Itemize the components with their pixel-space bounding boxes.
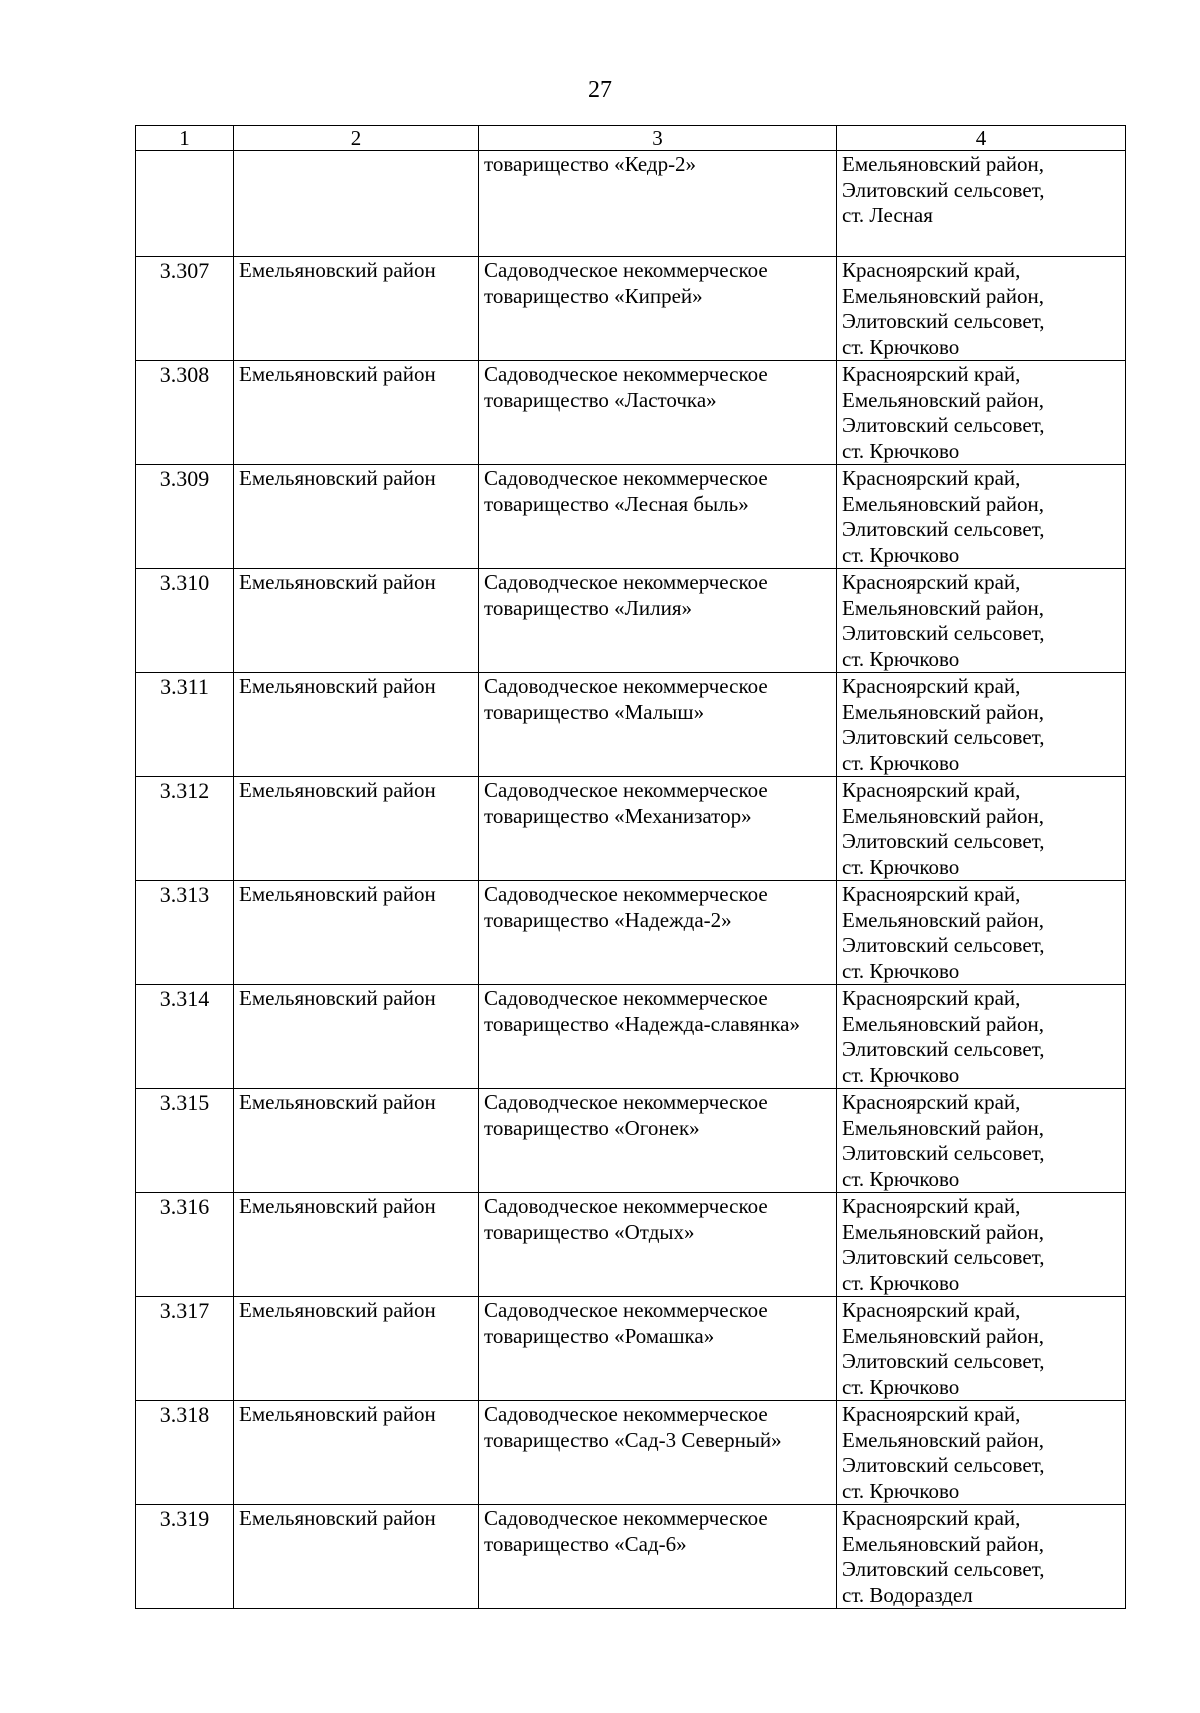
row-district: Емельяновский район <box>234 1193 479 1297</box>
registry-table <box>135 125 1126 1609</box>
row-name: Садоводческое некоммерческое товарищество «Надежда-2» <box>479 881 837 985</box>
row-name: Садоводческое некоммерческое товарищество «Ромашка» <box>479 1297 837 1401</box>
table-row <box>136 465 1126 569</box>
row-district: Емельяновский район <box>234 1505 479 1609</box>
row-address: Красноярский край, Емельяновский район, Элитовский сельсовет, ст. Крючково <box>837 1297 1126 1401</box>
row-number: 3.310 <box>136 569 234 673</box>
row-address: Красноярский край, Емельяновский район, Элитовский сельсовет, ст. Крючково <box>837 1089 1126 1193</box>
table-row <box>136 361 1126 465</box>
row-address: Красноярский край, Емельяновский район, Элитовский сельсовет, ст. Крючково <box>837 1193 1126 1297</box>
table-row <box>136 1401 1126 1505</box>
row-address: Красноярский край, Емельяновский район, Элитовский сельсовет, ст. Крючково <box>837 673 1126 777</box>
header-col-3: 3 <box>479 126 837 151</box>
table-row <box>136 1505 1126 1609</box>
row-number: 3.313 <box>136 881 234 985</box>
row-number: 3.309 <box>136 465 234 569</box>
header-row <box>136 126 1126 151</box>
row-address: Красноярский край, Емельяновский район, Элитовский сельсовет, ст. Крючково <box>837 985 1126 1089</box>
table-row <box>136 777 1126 881</box>
row-address: Красноярский край, Емельяновский район, Элитовский сельсовет, ст. Крючково <box>837 465 1126 569</box>
row-number: 3.319 <box>136 1505 234 1609</box>
row-district: Емельяновский район <box>234 361 479 465</box>
row-number: 3.307 <box>136 257 234 361</box>
row-name: Садоводческое некоммерческое товарищество «Малыш» <box>479 673 837 777</box>
row-district: Емельяновский район <box>234 985 479 1089</box>
row-district: Емельяновский район <box>234 257 479 361</box>
row-district: Емельяновский район <box>234 777 479 881</box>
row-number: 3.312 <box>136 777 234 881</box>
row-name: Садоводческое некоммерческое товарищество «Лилия» <box>479 569 837 673</box>
table-row <box>136 673 1126 777</box>
table-body <box>136 151 1126 1609</box>
row-district: Емельяновский район <box>234 881 479 985</box>
row-address: Красноярский край, Емельяновский район, Элитовский сельсовет, ст. Крючково <box>837 569 1126 673</box>
row-number: 3.308 <box>136 361 234 465</box>
row-number: 3.311 <box>136 673 234 777</box>
row-address: Емельяновский район, Элитовский сельсовет, ст. Лесная <box>837 151 1126 257</box>
row-address: Красноярский край, Емельяновский район, Элитовский сельсовет, ст. Крючково <box>837 1401 1126 1505</box>
row-district: Емельяновский район <box>234 1089 479 1193</box>
row-name: Садоводческое некоммерческое товарищество «Ласточка» <box>479 361 837 465</box>
table-row <box>136 257 1126 361</box>
table-row <box>136 1297 1126 1401</box>
page-number: 27 <box>588 77 612 103</box>
table-row <box>136 151 1126 257</box>
row-name: Садоводческое некоммерческое товарищество «Отдых» <box>479 1193 837 1297</box>
header-col-4: 4 <box>837 126 1126 151</box>
table-row <box>136 569 1126 673</box>
row-number: 3.317 <box>136 1297 234 1401</box>
row-district: Емельяновский район <box>234 465 479 569</box>
row-address: Красноярский край, Емельяновский район, Элитовский сельсовет, ст. Крючково <box>837 881 1126 985</box>
row-name: Садоводческое некоммерческое товарищество «Надежда-славянка» <box>479 985 837 1089</box>
row-name: Садоводческое некоммерческое товарищество «Огонек» <box>479 1089 837 1193</box>
row-district: Емельяновский район <box>234 569 479 673</box>
table-row <box>136 881 1126 985</box>
row-address: Красноярский край, Емельяновский район, Элитовский сельсовет, ст. Водораздел <box>837 1505 1126 1609</box>
table-row <box>136 1089 1126 1193</box>
row-name: Садоводческое некоммерческое товарищество «Лесная быль» <box>479 465 837 569</box>
row-name: Садоводческое некоммерческое товарищество «Кипрей» <box>479 257 837 361</box>
row-name: Садоводческое некоммерческое товарищество «Сад-3 Северный» <box>479 1401 837 1505</box>
row-number: 3.316 <box>136 1193 234 1297</box>
row-number: 3.314 <box>136 985 234 1089</box>
row-address: Красноярский край, Емельяновский район, Элитовский сельсовет, ст. Крючково <box>837 361 1126 465</box>
table-row <box>136 1193 1126 1297</box>
header-col-1: 1 <box>136 126 234 151</box>
row-address: Красноярский край, Емельяновский район, Элитовский сельсовет, ст. Крючково <box>837 777 1126 881</box>
row-district <box>234 151 479 257</box>
table-header <box>136 126 1126 151</box>
row-number: 3.318 <box>136 1401 234 1505</box>
row-number: 3.315 <box>136 1089 234 1193</box>
row-number <box>136 151 234 257</box>
table-row <box>136 985 1126 1089</box>
row-name: Садоводческое некоммерческое товарищество «Сад-6» <box>479 1505 837 1609</box>
row-district: Емельяновский район <box>234 1297 479 1401</box>
header-col-2: 2 <box>234 126 479 151</box>
row-district: Емельяновский район <box>234 1401 479 1505</box>
row-name: товарищество «Кедр-2» <box>479 151 837 257</box>
row-address: Красноярский край, Емельяновский район, Элитовский сельсовет, ст. Крючково <box>837 257 1126 361</box>
row-district: Емельяновский район <box>234 673 479 777</box>
row-name: Садоводческое некоммерческое товарищество «Механизатор» <box>479 777 837 881</box>
